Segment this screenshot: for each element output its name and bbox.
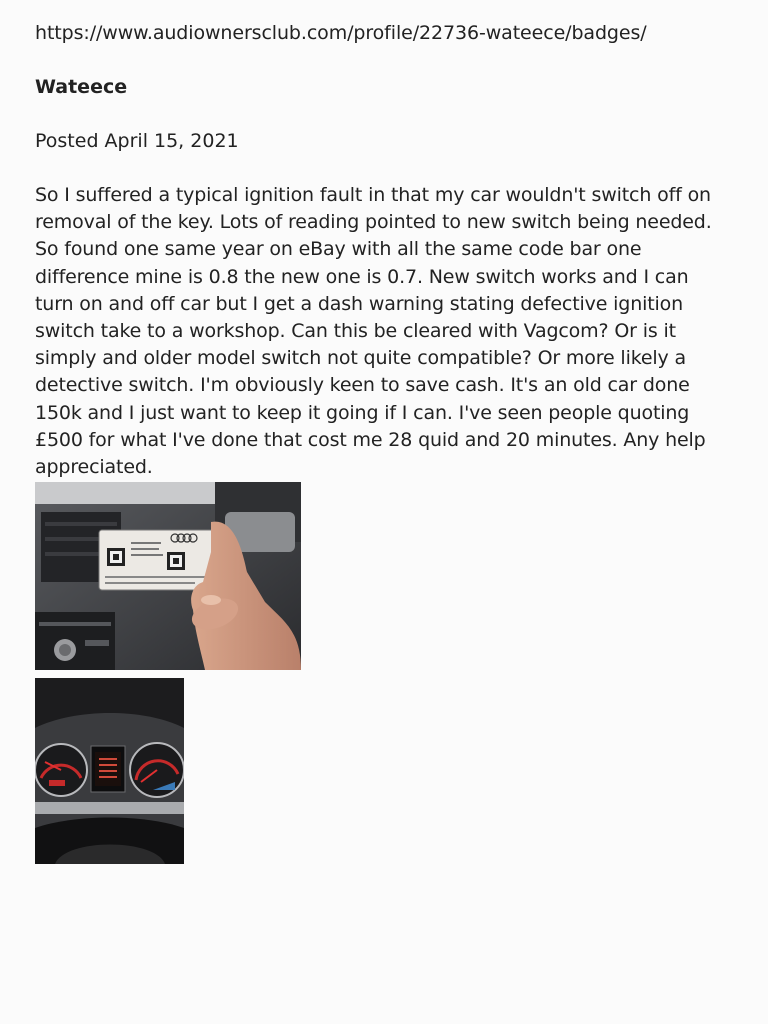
post-body-line: So found one same year on eBay with all the same code bar one: [35, 238, 642, 261]
post-body-line: turn on and off car but I get a dash warning stating defective ignition: [35, 292, 684, 315]
post-body-line: appreciated.: [35, 456, 153, 479]
post-container: [35, 20, 735, 481]
post-body: [35, 182, 735, 481]
post-body-line: simply and older model switch not quite compatible? Or more likely a: [35, 347, 687, 370]
post-body-line: detective switch. I'm obviously keen to save cash. It's an old car done: [35, 374, 690, 397]
post-body-line: removal of the key. Lots of reading pointed to new switch being needed.: [35, 211, 712, 234]
profile-url[interactable]: https://www.audiownersclub.com/profile/22736-wateece/badges/: [35, 22, 647, 44]
post-date: Posted April 15, 2021: [35, 130, 239, 152]
ignition-switch-image: [35, 482, 301, 670]
dashboard-image: [35, 678, 184, 864]
post-author[interactable]: Wateece: [35, 76, 128, 98]
post-body-line: 150k and I just want to keep it going if I can. I've seen people quoting: [35, 401, 690, 424]
ignition-switch-photo[interactable]: [35, 482, 301, 670]
post-body-line: So I suffered a typical ignition fault in that my car wouldn't switch off on: [35, 184, 711, 206]
post-body-line: switch take to a workshop. Can this be cleared with Vagcom? Or is it: [35, 320, 676, 343]
post-body-line: £500 for what I've done that cost me 28 quid and 20 minutes. Any help: [35, 428, 706, 451]
post-body-line: difference mine is 0.8 the new one is 0.7. New switch works and I can: [35, 265, 689, 288]
dashboard-warning-photo[interactable]: [35, 678, 184, 864]
